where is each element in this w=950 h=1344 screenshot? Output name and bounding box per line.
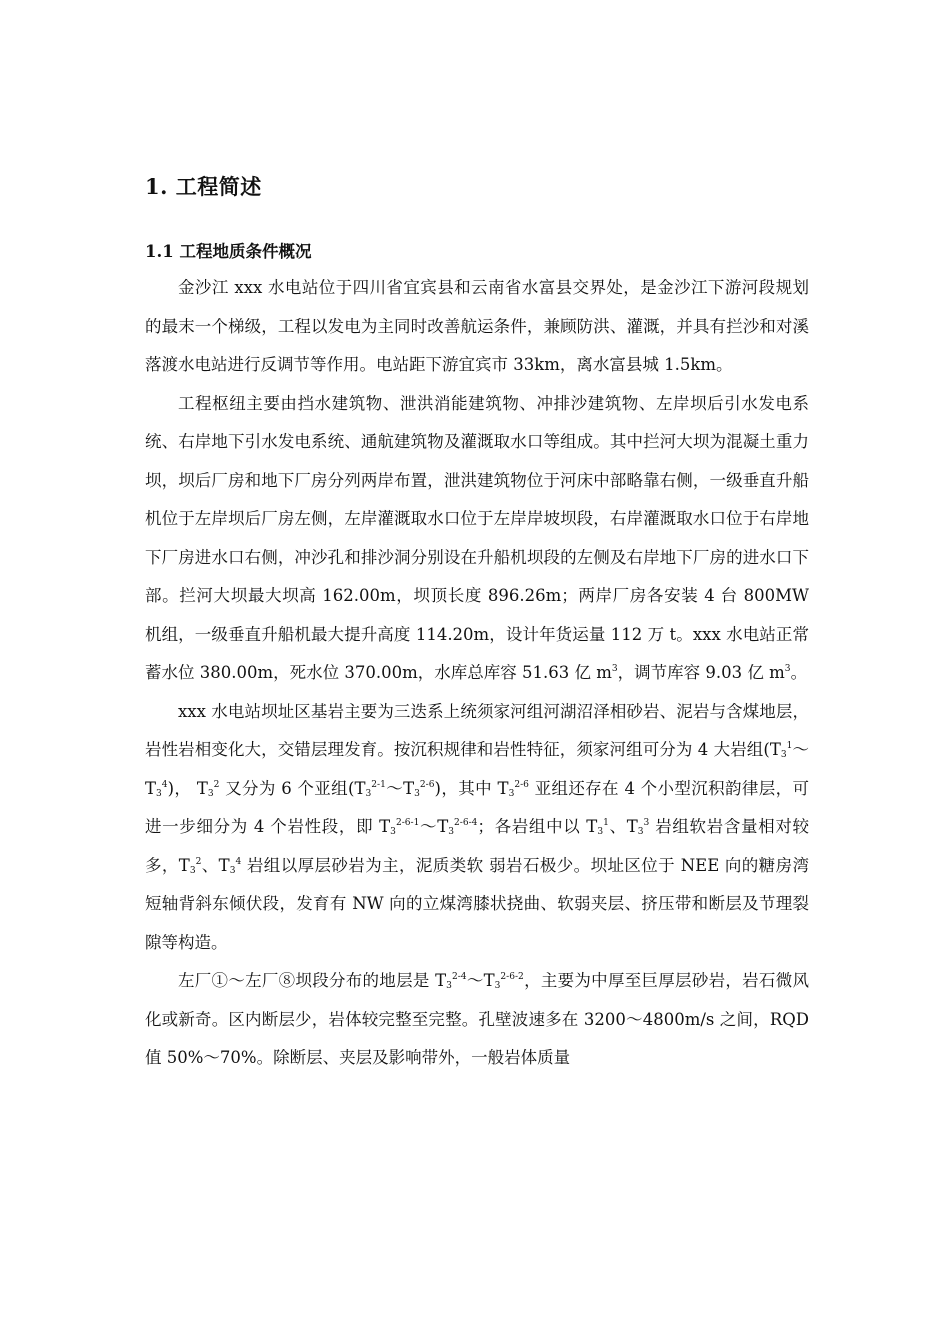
paragraph-text: 左厂①～左厂⑧坝段分布的地层是 T — [178, 971, 447, 990]
superscript: 1 — [786, 741, 793, 752]
paragraph-bedrock-geology — [145, 693, 809, 963]
subscript: 3 — [448, 826, 454, 837]
paragraph-text: 岩组以厚层砂岩为主，泥质类软 弱岩石极少。坝址区位于 NEE 向的糖房湾短轴背斜东倾伏段，发育有 NW 向的立煤湾膝状挠曲、软弱夹层、挤压带和断层及节理裂隙等构造。 — [145, 855, 809, 952]
paragraph-text: 亚组还存在 4 个小型沉积韵律层，可进一步细分为 4 个岩性段，即 T — [145, 778, 810, 836]
paragraph-text: 。 — [790, 663, 808, 682]
superscript: 2-1 — [371, 779, 386, 790]
superscript: 3 — [784, 664, 791, 675]
subscript: 3 — [229, 865, 236, 876]
subscript: 3 — [494, 980, 501, 991]
superscript: 2 — [195, 856, 202, 867]
paragraph-text: 岩组软岩含量相对较多，T — [145, 817, 809, 875]
paragraph-project-layout — [145, 385, 809, 693]
paragraph-text: xxx 水电站坝址区基岩主要为三迭系上统须家河组河湖沼泽相砂岩、泥岩与含煤地层，岩性岩相变化大，交错层理发育。按沉积规律和岩性特征，须家河组可分为 4 大岩组(T — [145, 701, 809, 759]
paragraph-text: 、T — [608, 817, 638, 836]
subscript: 3 — [390, 826, 396, 837]
paragraph-text: ，主要为中厚至巨厚层砂岩，岩石微风化或新奇。区内断层少，岩体较完整至完整。孔壁波速多在 3200～4800m/s 之间，RQD 值 50%～70%。除断层、夹层及影响带外，一般岩体质量 — [145, 971, 809, 1067]
subscript: 3 — [189, 865, 196, 876]
superscript: 2-6-4 — [454, 818, 478, 829]
subscript: 3 — [365, 788, 372, 799]
superscript: 1 — [603, 818, 609, 829]
superscript: 3 — [643, 818, 650, 829]
superscript: 2-6-1 — [395, 818, 420, 829]
paragraph-left-powerhouse-geology — [145, 962, 809, 1078]
paragraph-text: 、T — [201, 855, 230, 875]
paragraph-text: ～T — [145, 740, 809, 798]
subscript: 3 — [207, 788, 214, 799]
superscript: 2-6 — [514, 779, 529, 790]
subscript: 3 — [508, 788, 515, 799]
paragraph-text: )， T — [167, 778, 208, 798]
paragraph-text: ，调节库容 9.03 亿 m — [617, 663, 785, 682]
subscript: 3 — [156, 788, 162, 799]
subscript: 3 — [597, 826, 604, 837]
superscript: 4 — [235, 856, 242, 867]
paragraph-text: ～T — [419, 817, 449, 836]
superscript: 3 — [611, 664, 618, 675]
subscript: 3 — [414, 788, 420, 799]
superscript: 2-6 — [419, 779, 435, 790]
paragraph-text: 工程枢纽主要由挡水建筑物、泄洪消能建筑物、冲排沙建筑物、左岸坝后引水发电系统、右岸地下引水发电系统、通航建筑物及灌溉取水口等组成。其中拦河大坝为混凝土重力坝，坝后厂房和地下厂房分列两岸布置，泄洪建筑物位于河床中部略靠右侧，一级垂直升船机位于左岸坝后厂房左侧，左岸灌溉取水口位于左岸岸坡坝段，右岸灌溉取水口位于右岸地下厂房进水口右侧，冲沙孔和排沙洞分别设在升船机坝段的左侧及右岸地下厂房的进水口下部。拦河大坝最大坝高 162.00m，坝顶长度 896.26m；两岸厂房各安装 4 台 800MW 机组，一级垂直升船机最大提升高度 114.20m，设计年货运量 112 万 t。xxx 水电站正常蓄水位 380.00m，死水位 370.00m，水库总库容 51.63 亿 m — [145, 393, 809, 682]
subscript: 3 — [780, 749, 787, 760]
paragraph-text: 又分为 6 个亚组(T — [219, 778, 366, 798]
subscript: 3 — [637, 826, 644, 837]
superscript: 2 — [213, 779, 220, 790]
section-title: 1. 工程简述 — [145, 174, 262, 199]
superscript: 2-6-2 — [500, 972, 524, 983]
superscript: 4 — [161, 779, 168, 790]
paragraph-text: 金沙江 xxx 水电站位于四川省宜宾县和云南省水富县交界处，是金沙江下游河段规划的最末一个梯级，工程以发电为主同时改善航运条件，兼顾防洪、灌溉，并具有拦沙和对溪落渡水电站进行反调节等作用。电站距下游宜宾市 33km，离水富县城 1.5km。 — [145, 278, 809, 374]
document-page — [145, 168, 809, 1078]
paragraph-text: ～T — [385, 778, 415, 798]
paragraph-text: ；各岩组中以 T — [477, 817, 598, 836]
paragraph-text: ～T — [466, 971, 495, 990]
subsection-title: 1.1 工程地质条件概况 — [145, 242, 312, 261]
paragraph-project-location — [145, 269, 809, 385]
subscript: 3 — [446, 980, 452, 991]
paragraph-text: )，其中 T — [434, 778, 509, 798]
superscript: 2-4 — [451, 972, 467, 983]
